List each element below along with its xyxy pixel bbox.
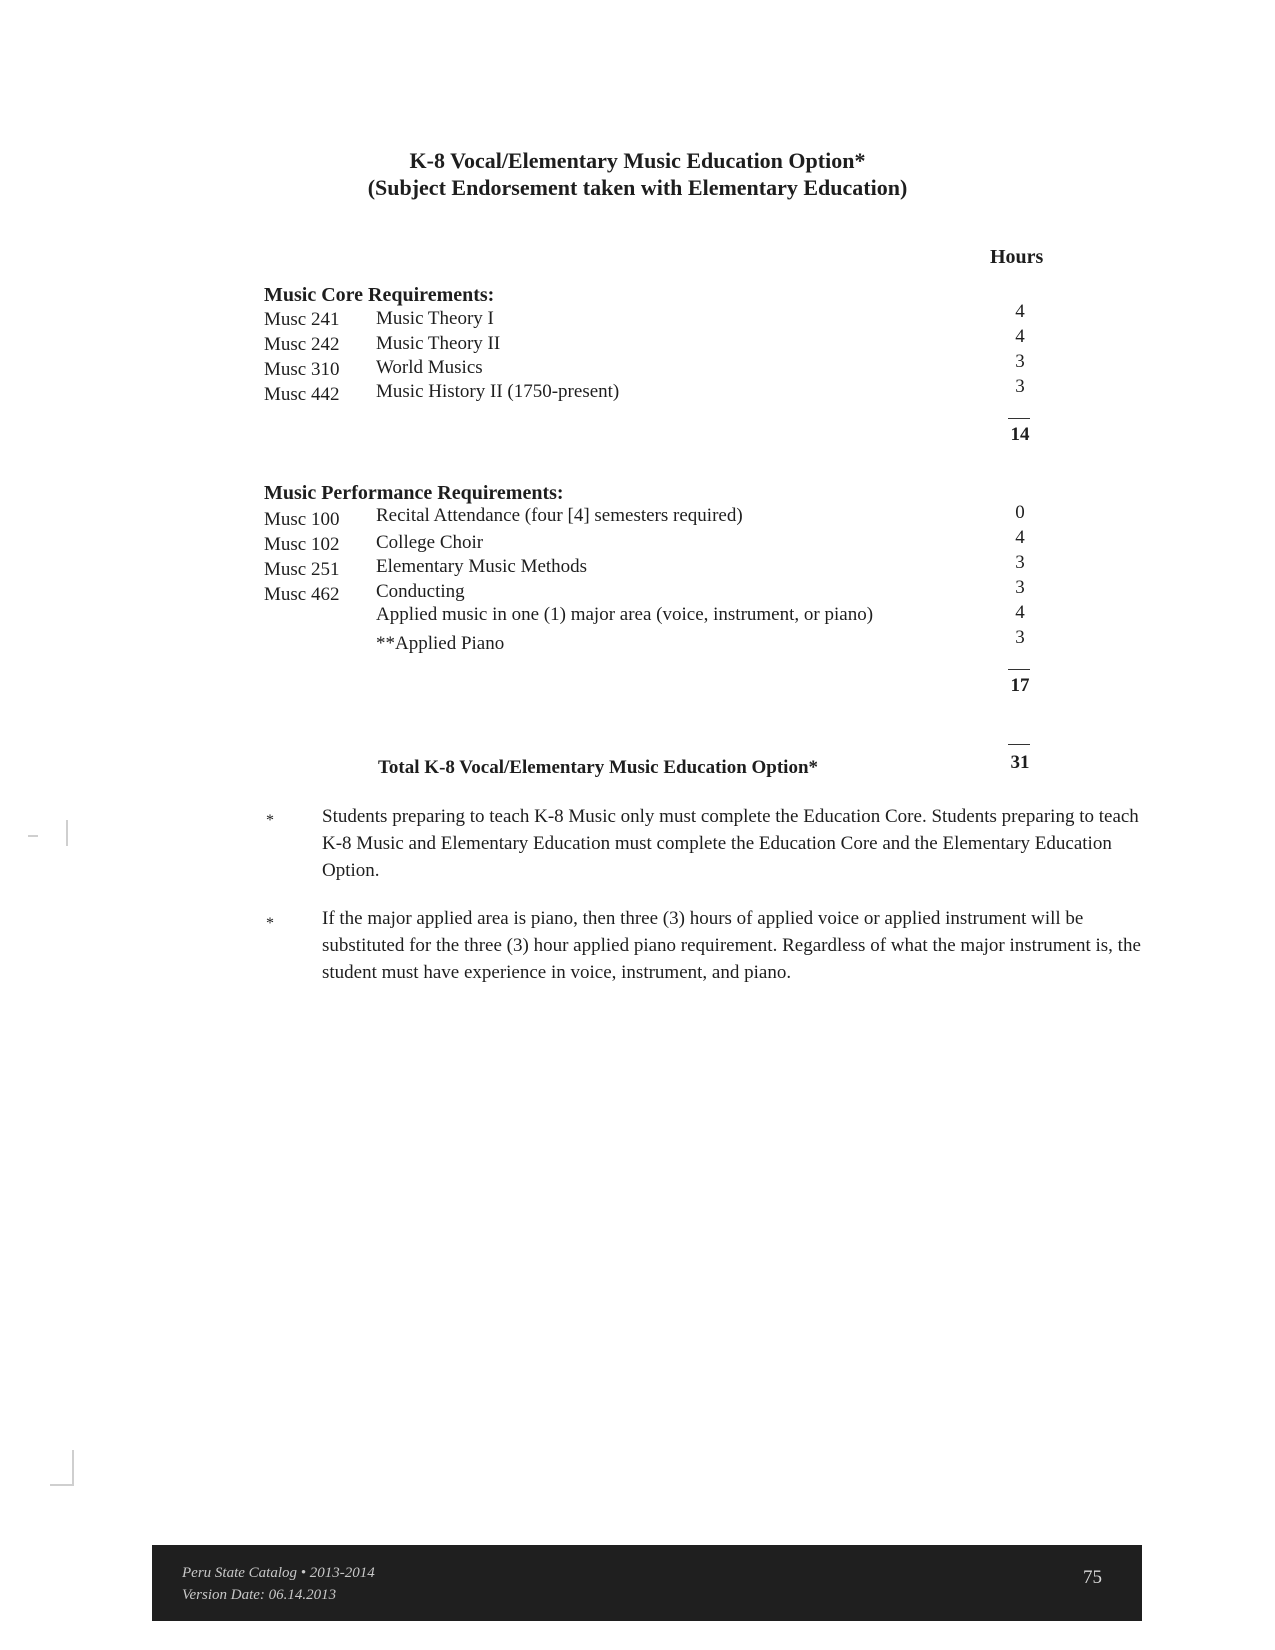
scan-mark (66, 820, 68, 846)
course-title: Applied music in one (1) major area (voice, instrument, or piano) (376, 604, 874, 625)
course-hours: 4 (1015, 326, 1025, 347)
course-code: Musc 462 (264, 584, 340, 605)
total-rule (1008, 744, 1030, 745)
course-code: Musc 242 (264, 334, 340, 355)
course-hours: 3 (1015, 376, 1025, 397)
course-title: College Choir (376, 532, 484, 553)
footnote-text: Students preparing to teach K-8 Music only must complete the Education Core. Students preparing to teach K-8 Music and Elementary Education must complete the Education Core and the Elementary Education Option. (322, 806, 1139, 881)
total-hours: 31 (1010, 752, 1030, 773)
course-hours: 0 (1015, 502, 1025, 523)
course-title: Conducting (376, 581, 465, 602)
scan-mark (28, 835, 38, 837)
course-code: Musc 241 (264, 309, 340, 330)
course-title: Elementary Music Methods (376, 556, 588, 577)
course-title: Music Theory I (376, 308, 494, 329)
total-label: Total K-8 Vocal/Elementary Music Education Option* (378, 757, 819, 778)
performance-requirements-heading: Music Performance Requirements: (264, 482, 564, 504)
course-title: Recital Attendance (four [4] semesters required) (376, 505, 743, 526)
page-title: K-8 Vocal/Elementary Music Education Option* (409, 148, 866, 173)
page-subtitle: (Subject Endorsement taken with Elementary Education) (367, 175, 908, 200)
footnote-text: If the major applied area is piano, then three (3) hours of applied voice or applied instrument will be substituted for the three (3) hour applied piano requirement. Regardless of what the major instrument is, the student must have experience in voice, instrument, and piano. (322, 908, 1141, 983)
core-subtotal: 14 (1010, 424, 1030, 445)
course-hours: 4 (1015, 602, 1025, 623)
course-hours: 3 (1015, 627, 1025, 648)
subtotal-rule (1008, 669, 1030, 670)
footnote-asterisk: * (266, 812, 274, 829)
performance-subtotal: 17 (1010, 675, 1030, 696)
footnote-asterisk: * (266, 915, 274, 932)
course-hours: 4 (1015, 527, 1025, 548)
hours-column-header: Hours (990, 246, 1044, 268)
version-date: Version Date: 06.14.2013 (182, 1587, 337, 1603)
course-code: Musc 102 (264, 534, 340, 555)
subtotal-rule (1008, 418, 1030, 419)
course-code: Musc 251 (264, 559, 340, 580)
course-title: World Musics (376, 357, 483, 378)
page-footer (152, 1545, 1142, 1621)
catalog-title: Peru State Catalog • 2013-2014 (182, 1565, 375, 1581)
page-number: 75 (1083, 1567, 1102, 1588)
core-requirements-heading: Music Core Requirements: (264, 284, 495, 306)
course-hours: 3 (1015, 552, 1025, 573)
scan-mark (50, 1484, 74, 1486)
course-hours: 3 (1015, 351, 1025, 372)
course-title: Music History II (1750-present) (376, 381, 620, 402)
course-hours: 3 (1015, 577, 1025, 598)
course-code: Musc 100 (264, 509, 340, 530)
course-title: Music Theory II (376, 333, 501, 354)
course-hours: 4 (1015, 301, 1025, 322)
course-code: Musc 310 (264, 359, 340, 380)
scan-mark (72, 1450, 74, 1484)
course-title: **Applied Piano (376, 633, 505, 654)
course-code: Musc 442 (264, 384, 340, 405)
